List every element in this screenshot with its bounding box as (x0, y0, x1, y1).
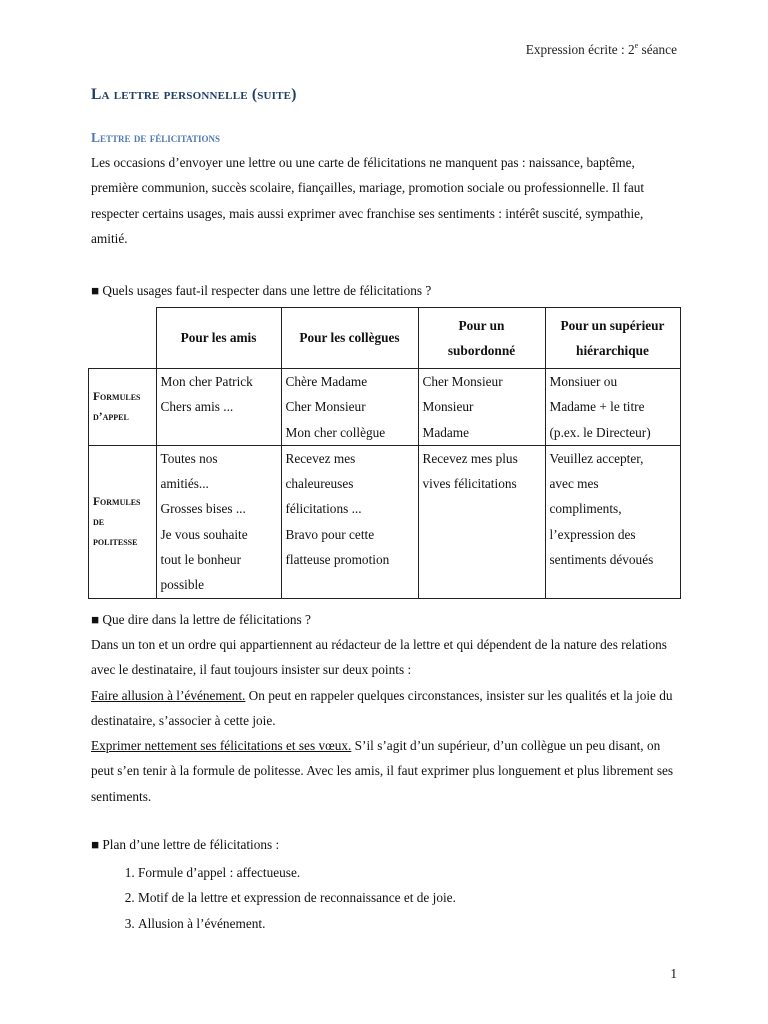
plan-item: 1. Formule d’appel : affectueuse. (138, 860, 456, 885)
table-corner (89, 308, 157, 369)
row-label-line: de (93, 515, 105, 528)
intro-paragraph: Les occasions d’envoyer une lettre ou une carte de félicitations ne manquent pas : naissance, baptême, première communion, succès scolaire, fiançailles, mariage, promotion sociale ou professionnelle. Il faut respecter certains usages, mais aussi exprimer avec franchise ses sentiments : intérêt suscité, sympathie, amitié. (91, 155, 645, 246)
page-header (526, 41, 677, 58)
plan-item: 3. Allusion à l’événement. (138, 911, 456, 936)
cell-line: l’expression des (549, 526, 636, 542)
plan-item: 2. Motif de la lettre et expression de reconnaissance et de joie. (138, 885, 456, 910)
table-cell (281, 445, 418, 598)
cell-line: avec mes (549, 476, 599, 492)
cell-line: chaleureuses (285, 476, 354, 492)
cell-line: possible (160, 577, 205, 593)
row-label-appel (89, 369, 157, 446)
cell-line: Madame + le titre (549, 399, 645, 415)
table-cell (281, 369, 418, 446)
header-superieur: Pour un supérieur hiérarchique (545, 308, 680, 369)
table-cell (156, 369, 281, 446)
cell-line: félicitations ... (285, 501, 362, 517)
page-title: La lettre personnelle (suite) (91, 86, 297, 103)
row-label-politesse (89, 445, 157, 598)
cell-line: flatteuse promotion (285, 552, 390, 568)
question-usages: ■ Quels usages faut-il respecter dans une lettre de félicitations ? (91, 283, 432, 298)
table-cell (545, 369, 680, 446)
header-superscript: e (634, 41, 639, 50)
cell-line: (p.ex. le Directeur) (549, 424, 651, 440)
table-cell (156, 445, 281, 598)
header-suffix: séance (638, 42, 677, 57)
question-contenu: ■ Que dire dans la lettre de félicitations ? (91, 612, 311, 627)
cell-line: vives félicitations (422, 476, 517, 492)
cell-line: Madame (422, 424, 470, 440)
header-text: Expression écrite : 2 (525, 42, 635, 57)
cell-line: Chère Madame (285, 374, 368, 389)
point2-heading: Exprimer nettement ses félicitations et ses vœux. (91, 738, 352, 754)
cell-line: Je vous souhaite (160, 526, 248, 542)
point2-text: S’il s’agit d’un supérieur, d’un collègue un peu disant, on peut s’en tenir à la formule de politesse. Avec les amis, il faut exprimer plus longuement et plus librement ses sentiments. (91, 738, 674, 804)
cell-line: tout le bonheur (160, 552, 242, 568)
cell-line: Cher Monsieur (285, 399, 366, 415)
cell-line: Bravo pour cette (285, 526, 375, 542)
table-row-politesse (89, 445, 681, 598)
cell-line: Veuillez accepter, (549, 450, 644, 466)
content-intro: Dans un ton et un ordre qui appartiennent au rédacteur de la lettre et qui dépendent de la nature des relations avec le destinataire, il faut toujours insister sur deux points : (91, 637, 667, 678)
point1-text: On peut en rappeler quelques circonstances, insister sur les qualités et la joie du destinataire, s’associer à cette joie. (91, 687, 673, 728)
table-cell (418, 369, 545, 446)
header-amis: Pour les amis (156, 308, 281, 369)
row-label-line: d’appel (93, 410, 129, 423)
point1-heading: Faire allusion à l’événement. (91, 687, 246, 703)
row-label-line: politesse (93, 535, 138, 548)
header-subordonne: Pour un subordonné (418, 308, 545, 369)
row-label-line: Formules (93, 495, 141, 508)
cell-line: Monsieur (422, 399, 474, 415)
cell-line: amitiés... (160, 476, 209, 492)
plan-list (91, 860, 456, 936)
cell-line: Mon cher Patrick (160, 374, 253, 389)
cell-line: Recevez mes (285, 450, 356, 466)
cell-line: Grosses bises ... (160, 501, 246, 517)
cell-line: Recevez mes plus (422, 450, 518, 466)
cell-line: Chers amis ... (160, 399, 234, 415)
cell-line: sentiments dévoués (549, 552, 654, 568)
table-cell (418, 445, 545, 598)
cell-line: compliments, (549, 501, 622, 517)
cell-line: Cher Monsieur (422, 374, 503, 389)
table-cell (545, 445, 680, 598)
usage-table (88, 307, 681, 599)
row-label-line: Formules (93, 390, 141, 403)
page-number: 1 (670, 966, 677, 981)
header-collegues: Pour les collègues (281, 308, 418, 369)
table-header-row (89, 308, 681, 369)
question-plan: ■ Plan d’une lettre de félicitations : (91, 837, 280, 852)
cell-line: Toutes nos (160, 450, 218, 466)
table-row-appel (89, 369, 681, 446)
cell-line: Monsiuer ou (549, 374, 618, 389)
section-title: Lettre de félicitations (91, 130, 220, 145)
content-paragraph (91, 632, 681, 809)
cell-line: Mon cher collègue (285, 424, 386, 440)
